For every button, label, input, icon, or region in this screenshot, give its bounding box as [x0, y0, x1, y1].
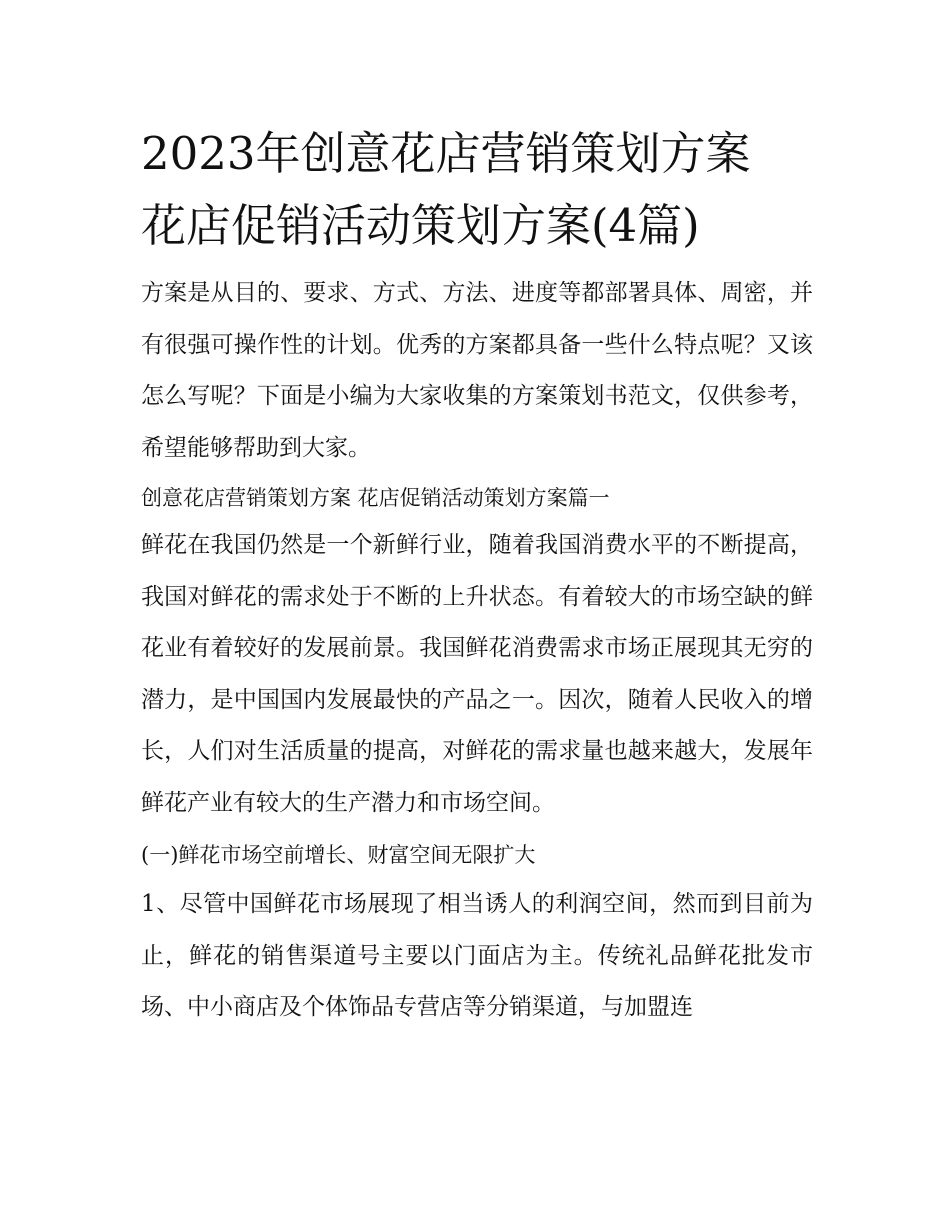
intro-paragraph: 方案是从目的、要求、方式、方法、进度等都部署具体、周密，并有很强可操作性的计划。优秀的方案都具备一些什么特点呢？又该怎么写呢？下面是小编为大家收集的方案策划书范文，仅供参考，希望能够帮助到大家。 [141, 280, 813, 461]
document-title [141, 118, 813, 262]
subheading: (一)鲜花市场空前增长、财富空间无限扩大 [141, 843, 536, 867]
body-paragraph-2: 1、尽管中国鲜花市场展现了相当诱人的利润空间，然而到目前为止，鲜花的销售渠道号主要以门面店为主。传统礼品鲜花批发市场、中小商店及个体饰品专营店等分销渠道，与加盟连 [141, 891, 813, 1020]
section-heading: 创意花店营销策划方案 花店促销活动策划方案篇一 [141, 486, 610, 510]
title-line-2: 花店促销活动策划方案(4篇) [141, 199, 700, 252]
document-body [141, 118, 813, 1034]
title-line-1: 2023年创意花店营销策划方案 [141, 127, 751, 180]
body-paragraph-1: 鲜花在我国仍然是一个新鲜行业，随着我国消费水平的不断提高，我国对鲜花的需求处于不断的上升状态。有着较大的市场空缺的鲜花业有着较好的发展前景。我国鲜花消费需求市场正展现其无穷的潜力，是中国国内发展最快的产品之一。因次，随着人民收入的增长，人们对生活质量的提高，对鲜花的需求量也越来越大，发展年鲜花产业有较大的生产潜力和市场空间。 [141, 532, 813, 816]
